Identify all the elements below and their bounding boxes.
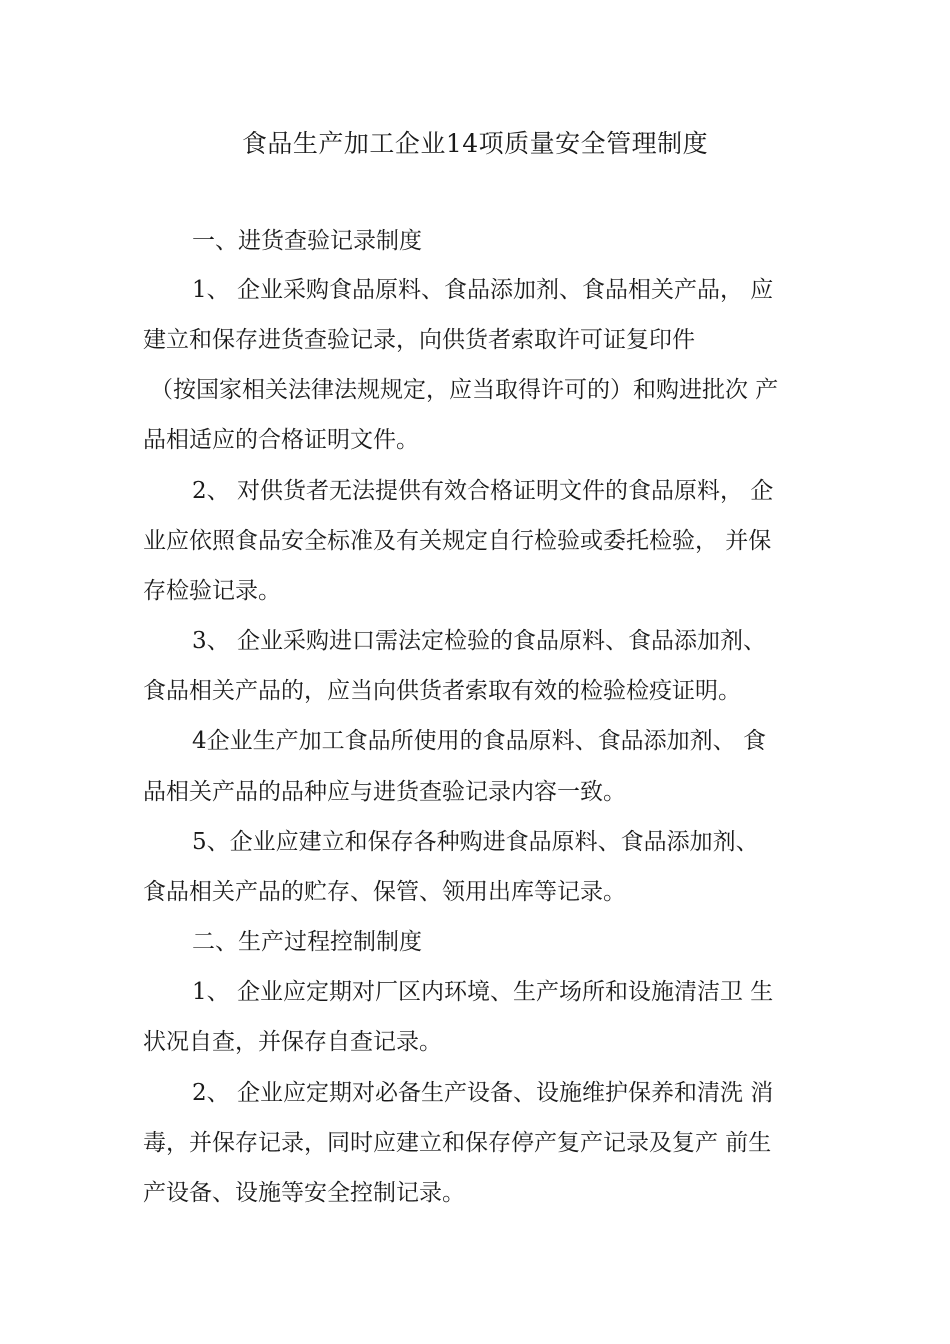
section-heading-2: 二、生产过程控制制度	[192, 929, 422, 955]
paragraph-line: 2、 企业应定期对必备生产设备、设施维护保养和清洗 消	[192, 1080, 774, 1106]
paragraph-line: 品相适应的合格证明文件。	[143, 427, 419, 453]
paragraph-line: 建立和保存进货查验记录，向供货者索取许可证复印件	[143, 327, 695, 353]
paragraph-line: 毒，并保存记录，同时应建立和保存停产复产记录及复产 前生	[143, 1130, 772, 1156]
paragraph-line: 3、 企业采购进口需法定检验的食品原料、食品添加剂、	[192, 628, 766, 654]
paragraph-line: 食品相关产品的，应当向供货者索取有效的检验检疫证明。	[143, 678, 741, 704]
paragraph-line: 产设备、设施等安全控制记录。	[143, 1180, 465, 1206]
paragraph-line: 食品相关产品的贮存、保管、领用出库等记录。	[143, 879, 626, 905]
paragraph-line: 1、 企业采购食品原料、食品添加剂、食品相关产品， 应	[192, 277, 774, 303]
paragraph-line: 2、 对供货者无法提供有效合格证明文件的食品原料， 企	[192, 478, 774, 504]
document-title: 食品生产加工企业14项质量安全管理制度	[241, 129, 709, 158]
paragraph-line: 业应依照食品安全标准及有关规定自行检验或委托检验， 并保	[143, 528, 772, 554]
paragraph-line: 状况自查，并保存自查记录。	[143, 1029, 442, 1055]
paragraph-line: 1、 企业应定期对厂区内环境、生产场所和设施清洁卫 生	[192, 979, 774, 1005]
paragraph-line: 4企业生产加工食品所使用的食品原料、食品添加剂、 食	[192, 728, 766, 754]
section-heading-1: 一、进货查验记录制度	[192, 228, 422, 254]
paragraph-line: 品相关产品的品种应与进货查验记录内容一致。	[143, 779, 626, 805]
paragraph-line: （按国家相关法律法规规定，应当取得许可的）和购进批次 产	[150, 377, 779, 403]
paragraph-line: 5、企业应建立和保存各种购进食品原料、食品添加剂、	[192, 829, 759, 855]
paragraph-line: 存检验记录。	[143, 578, 281, 604]
